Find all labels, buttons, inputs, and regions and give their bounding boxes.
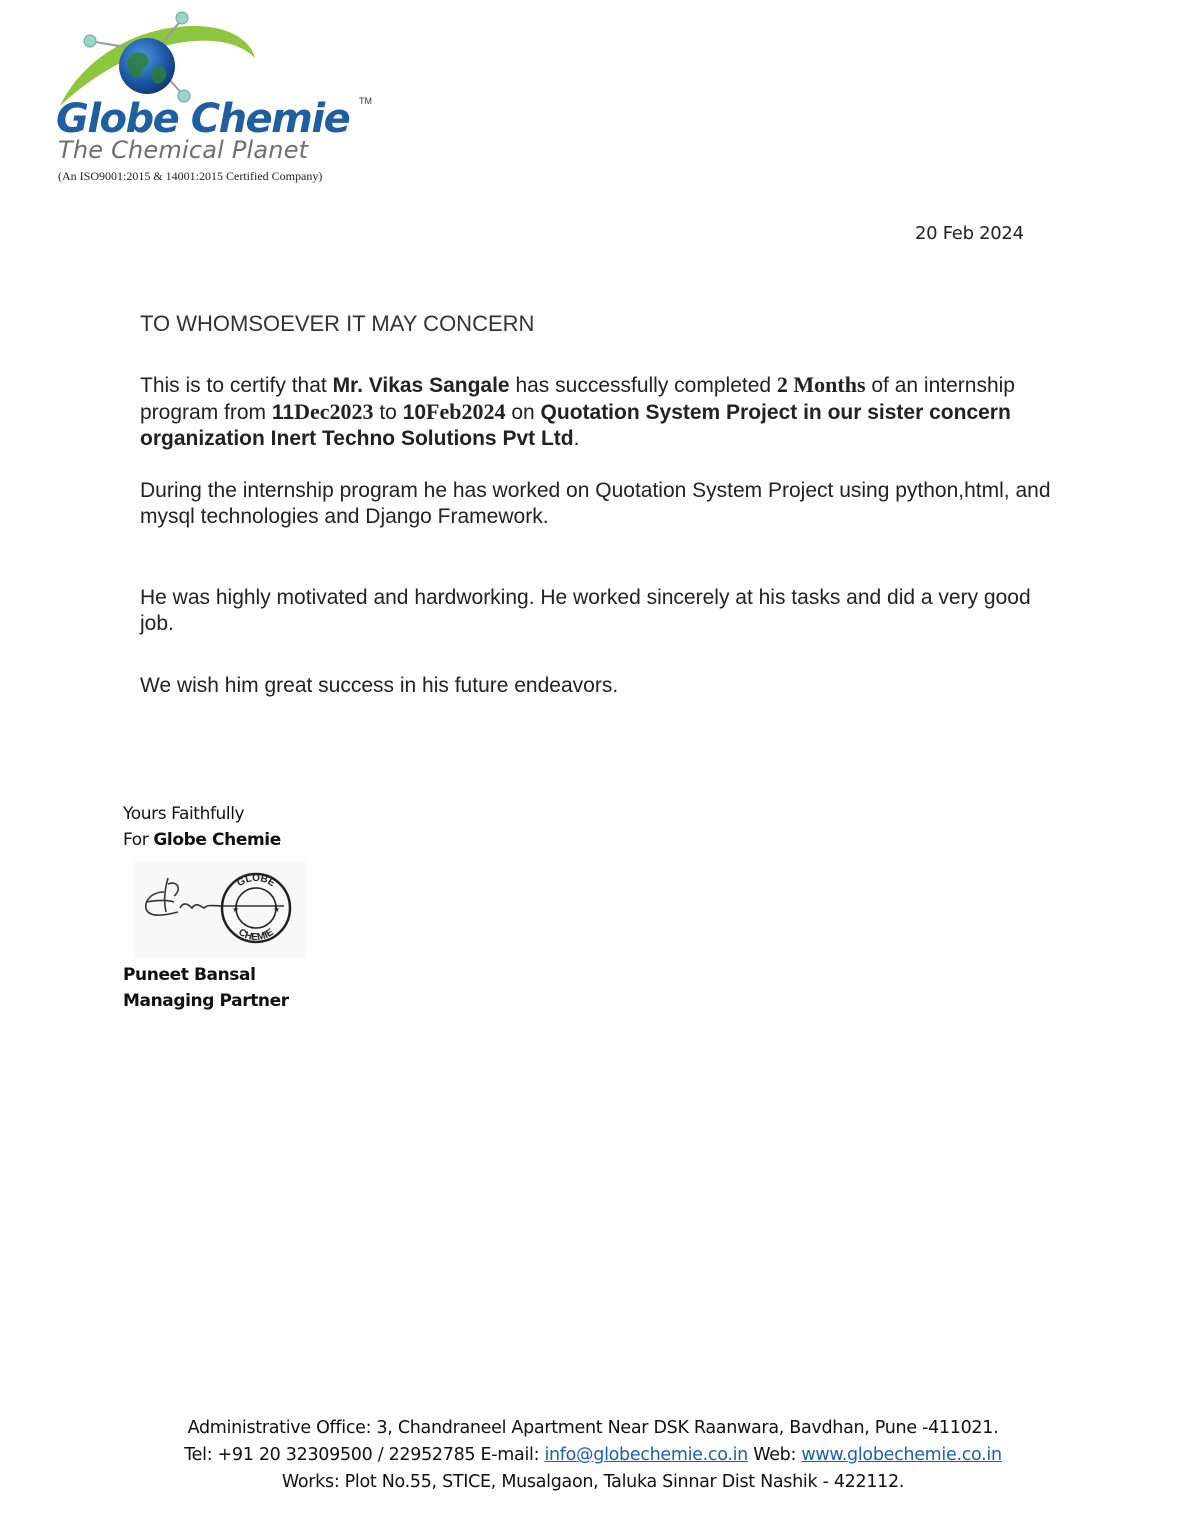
- footer-address: Administrative Office: 3, Chandraneel Apartment Near DSK Raanwara, Bavdhan, Pune -411021.: [187, 1418, 999, 1438]
- end-date-day: 10: [402, 401, 427, 424]
- end-date-rest: Feb2024: [426, 399, 506, 424]
- stamp-star-icon: ★: [232, 905, 240, 914]
- molecule-atom: [84, 35, 96, 47]
- wishes-paragraph: We wish him great success in his future endeavors.: [140, 674, 619, 697]
- email-link[interactable]: info@globechemie.co.in: [544, 1445, 748, 1465]
- text-span: has successfully completed: [509, 374, 777, 397]
- signer-title: Managing Partner: [123, 991, 289, 1011]
- stamp-text-top: GLOBE: [235, 872, 277, 890]
- start-date-day: 11: [271, 401, 295, 424]
- footer-works-address: Works: Plot No.55, STICE, Musalgaon, Taluka Sinnar Dist Nashik - 422112.: [281, 1472, 905, 1492]
- company-logo: [50, 8, 390, 186]
- intern-name: Mr. Vikas Sangale: [332, 374, 510, 397]
- start-date-rest: Dec2023: [294, 399, 374, 424]
- text-span: on: [505, 401, 541, 424]
- certificate-paragraph: [140, 372, 1060, 452]
- signature-stamp: [134, 862, 306, 958]
- brand-tagline: The Chemical Planet: [58, 136, 309, 164]
- signature-graphic: [134, 862, 306, 958]
- text-span: of an internship program from: [140, 374, 1015, 424]
- certification-note: (An ISO9001:2015 & 14001:2015 Certified Company): [58, 169, 323, 183]
- stamp-star-icon: ★: [273, 905, 281, 914]
- performance-paragraph: He was highly motivated and hardworking. He worked sincerely at his tasks and did a very good job.: [140, 586, 1031, 635]
- footer-web-label: Web:: [747, 1445, 802, 1465]
- text-span: .: [573, 427, 580, 450]
- closing-line: Yours Faithfully: [123, 804, 245, 824]
- trademark-mark: TM: [359, 96, 372, 106]
- work-paragraph: During the internship program he has worked on Quotation System Project using python,html, and mysql technologies and Django Framework.: [140, 479, 1051, 528]
- molecule-atom: [176, 12, 188, 24]
- project-name: Quotation System Project in our sister concern organization Inert Techno Solutions Pvt Ltd: [140, 401, 1011, 450]
- text-span: This is to certify that: [140, 374, 333, 397]
- footer-contact: [0, 1445, 1186, 1465]
- stamp-text-bottom: CHEMIE: [236, 926, 276, 944]
- for-prefix: For: [123, 830, 154, 850]
- for-company-line: [123, 830, 281, 850]
- website-link[interactable]: www.globechemie.co.in: [801, 1445, 1002, 1465]
- text-span: to: [373, 401, 403, 424]
- salutation: TO WHOMSOEVER IT MAY CONCERN: [140, 311, 535, 336]
- brand-name: Globe Chemie: [56, 96, 350, 142]
- company-name: Globe Chemie: [153, 830, 281, 850]
- letter-date: 20 Feb 2024: [915, 223, 1024, 244]
- globe-icon: [119, 38, 175, 94]
- internship-duration: 2 Months: [776, 372, 866, 397]
- signer-name: Puneet Bansal: [123, 965, 256, 985]
- footer-tel: Tel: +91 20 32309500 / 22952785 E-mail:: [184, 1445, 545, 1465]
